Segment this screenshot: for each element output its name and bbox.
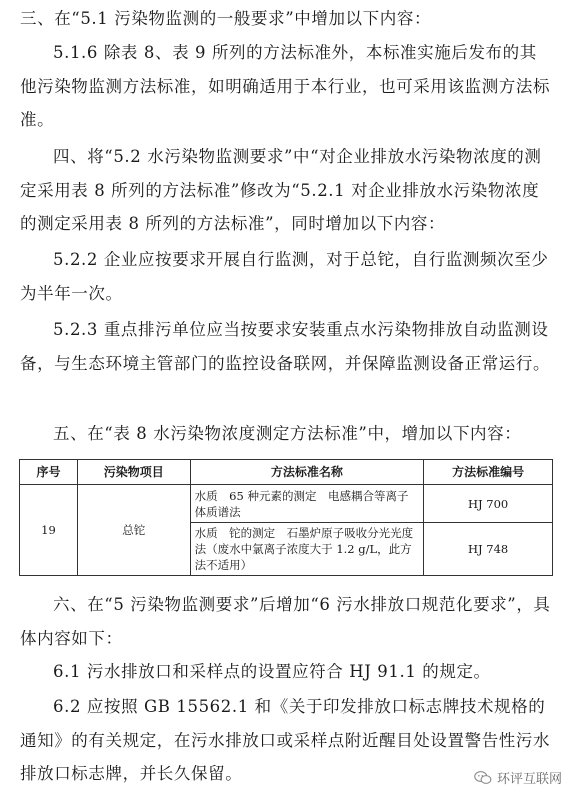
cell-method-name: 水质 65 种元素的测定 电感耦合等离子体质谱法 (190, 485, 424, 523)
watermark (474, 768, 562, 787)
paragraph-section-3: 三、在“5.1 污染物监测的一般要求”中增加以下内容： (20, 9, 432, 28)
watermark-text: 环评互联网 (496, 772, 562, 787)
cell-method-code: HJ 748 (424, 523, 553, 576)
wechat-icon (474, 770, 492, 786)
table-row (20, 485, 553, 523)
paragraph-6-1: 6.1 污水排放口和采样点的设置应符合 HJ 91.1 的规定。 (53, 662, 491, 681)
paragraph-section-6: 六、在“5 污染物监测要求”后增加“6 污水排放口规范化要求”，具体内容如下： (20, 595, 551, 648)
header-pollutant: 污染物项目 (77, 460, 190, 485)
method-standard-table (19, 459, 553, 576)
paragraph-section-5: 五、在“表 8 水污染物浓度测定方法标准”中，增加以下内容： (53, 424, 522, 443)
header-method-code: 方法标准编号 (424, 460, 553, 485)
paragraph-6-2: 6.2 应按照 GB 15562.1 和《关于印发排放口标志牌技术规格的通知》的有关规定，在污水排放口或采样点附近醒目处设置警告性污水排放口标志牌，并长久保留。 (20, 697, 551, 783)
table-header-row (20, 460, 553, 485)
paragraph-5-1-6: 5.1.6 除表 8、表 9 所列的方法标准外，本标准实施后发布的其他污染物监测方法标准，如明确适用于本行业，也可采用该监测方法标准。 (20, 43, 551, 129)
header-method-name: 方法标准名称 (190, 460, 424, 485)
header-seq: 序号 (20, 460, 78, 485)
paragraph-5-2-3: 5.2.3 重点排污单位应当按要求安装重点水污染物排放自动监测设备，与生态环境主管部门的监控设备联网，并保障监测设备正常运行。 (20, 320, 551, 373)
cell-pollutant: 总铊 (77, 485, 190, 576)
paragraph-5-2-2: 5.2.2 企业应按要求开展自行监测，对于总铊，自行监测频次至少为半年一次。 (20, 250, 549, 303)
cell-seq: 19 (20, 485, 78, 576)
cell-method-code: HJ 700 (424, 485, 553, 523)
cell-method-name: 水质 铊的测定 石墨炉原子吸收分光光度法（废水中氯离子浓度大于 1.2 g/L，此方法不适用） (190, 523, 424, 576)
paragraph-section-4: 四、将“5.2 水污染物监测要求”中“对企业排放水污染物浓度的测定采用表 8 所列的方法标准”修改为“5.2.1 对企业排放水污染物浓度的测定采用表 8 所列的方法标准”，同时增加以下内容： (20, 147, 542, 233)
